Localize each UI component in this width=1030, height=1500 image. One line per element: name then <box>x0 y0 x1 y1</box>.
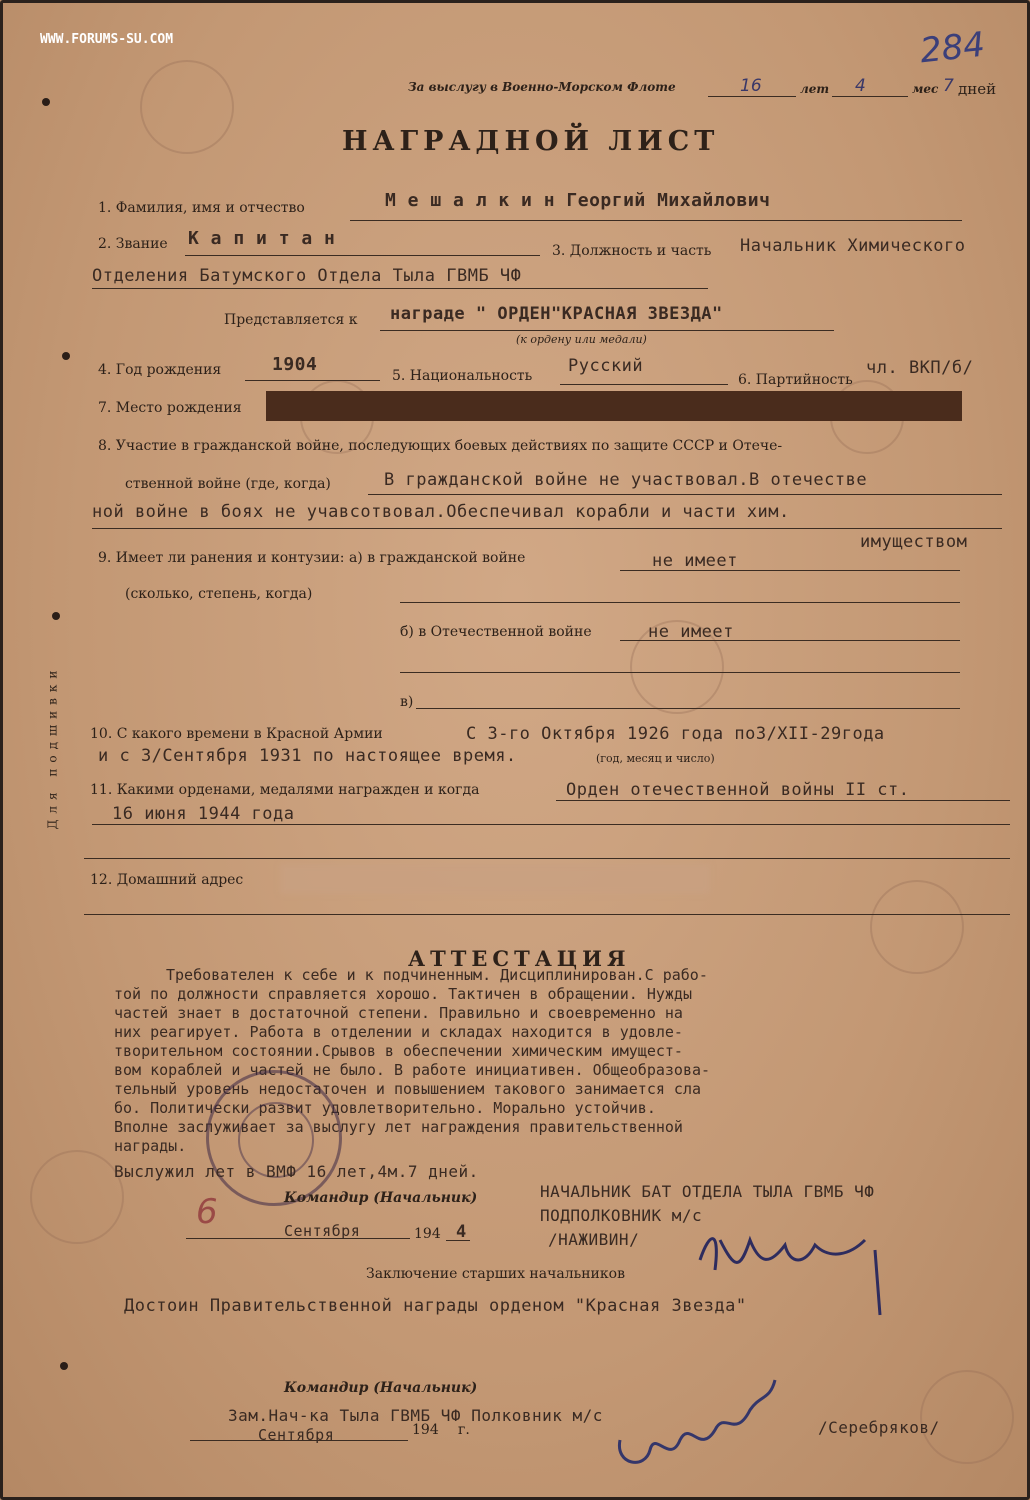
document-title: НАГРАДНОЙ ЛИСТ <box>342 126 720 157</box>
field-10-hint: (год, месяц и число) <box>596 752 715 765</box>
attestation-commander-label: Командир (Начальник) <box>284 1190 478 1206</box>
field-10-value-1: С 3-го Октября 1926 года по3/XII-29года <box>466 724 885 744</box>
field-2-label: 2. Звание <box>98 236 168 252</box>
field-12-label: 12. Домашний адрес <box>90 872 244 888</box>
attestation-line: тельный уровень недостаточен и повышением такового занимается сла <box>114 1080 701 1098</box>
award-present-value: награде " ОРДЕН"КРАСНАЯ ЗВЕЗДА" <box>390 304 723 324</box>
conclusion-signature <box>610 1370 800 1480</box>
binding-hole <box>60 1362 68 1370</box>
attestation-line: вом кораблей и частей не было. В работе инициативен. Общеобразова- <box>114 1061 711 1079</box>
service-years-unit: лет <box>800 82 830 96</box>
field-9b-label: б) в Отечественной войне <box>400 624 592 640</box>
field-9-label: 9. Имеет ли ранения и контузии: а) в гражданской войне <box>98 550 526 566</box>
attestation-date-month: Сентября <box>284 1222 361 1240</box>
archive-number: 284 <box>918 24 987 72</box>
archive-watermark-seal <box>30 1150 124 1244</box>
service-months-line <box>832 96 908 97</box>
archive-watermark-seal <box>870 880 964 974</box>
attestation-line: Требователен к себе и к подчиненным. Дисциплинирован.С рабо- <box>166 966 708 984</box>
conclusion-date-suffix: г. <box>458 1422 470 1438</box>
attestation-line: той по должности справляется хорошо. Тактичен в обращении. Нужды <box>114 985 692 1003</box>
field-5-value: Русский <box>568 356 644 376</box>
service-months-unit: мес <box>912 82 939 96</box>
conclusion-signer-line: Зам.Нач-ка Тыла ГВМБ ЧФ Полковник м/с <box>228 1406 603 1425</box>
conclusion-signer-name: /Серебряков/ <box>818 1418 940 1437</box>
field-1-label: 1. Фамилия, имя и отчество <box>98 200 305 216</box>
redacted-birthplace <box>266 391 962 421</box>
service-days-unit: дней <box>958 80 997 98</box>
field-1-line <box>350 220 962 221</box>
field-11-line-1 <box>556 800 1010 801</box>
field-9a-value: не имеет <box>652 551 738 571</box>
binding-hole <box>62 352 70 360</box>
field-11-line-2 <box>92 824 1010 825</box>
field-8-label-line-2: ственной войне (где, когда) <box>125 476 331 492</box>
site-watermark: WWW.FORUMS-SU.COM <box>40 32 174 47</box>
field-11-value-2: 16 июня 1944 года <box>112 804 295 824</box>
field-10-value-2: и с 3/Сентября 1931 по настоящее время. <box>98 746 517 766</box>
field-12-line <box>84 914 1010 915</box>
field-3-line <box>92 288 708 289</box>
service-years-line <box>708 96 796 97</box>
field-4-value: 1904 <box>272 354 318 375</box>
attestation-date-day: 6 <box>196 1192 218 1232</box>
field-3-label: 3. Должность и часть <box>552 243 712 259</box>
redacted-home-address <box>280 864 710 894</box>
field-8-value-3: имуществом <box>860 532 968 552</box>
service-days-value: 7 <box>943 76 954 96</box>
attestation-line: них реагирует. Работа в отделении и складах находится в удовле- <box>114 1023 683 1041</box>
field-10-label: 10. С какого времени в Красной Армии <box>90 726 383 742</box>
attestation-signer-name: /НАЖИВИН/ <box>548 1230 640 1249</box>
field-3-value: Начальник Химического <box>740 236 966 256</box>
conclusion-text: Достоин Правительственной награды орденом "Красная Звезда" <box>124 1296 747 1316</box>
conclusion-title: Заключение старших начальников <box>366 1266 625 1282</box>
field-6-value: чл. ВКП/б/ <box>866 358 974 378</box>
field-2-value: К а п и т а н <box>188 228 336 249</box>
field-8-value-1: В гражданской войне не участвовал.В отечестве <box>384 470 868 490</box>
attestation-service-note: Выслужил лет в ВМФ 16 лет,4м.7 дней. <box>114 1162 479 1181</box>
service-label: За выслугу в Военно-Морском Флоте <box>408 80 676 94</box>
conclusion-date-month: Сентября <box>258 1426 335 1444</box>
official-seal-stamp <box>206 1070 342 1206</box>
field-4-line <box>245 380 380 381</box>
field-11-label: 11. Какими орденами, медалями награжден и когда <box>90 782 480 798</box>
field-4-label: 4. Год рождения <box>98 362 222 378</box>
field-9c-label: в) <box>400 694 414 710</box>
archive-watermark-seal <box>920 1370 1014 1464</box>
service-months-value: 4 <box>855 76 866 96</box>
attestation-title: АТТЕСТАЦИЯ <box>408 946 631 971</box>
field-11-line-3 <box>84 858 1010 859</box>
conclusion-date-year: 194 <box>412 1422 439 1438</box>
attestation-line: частей знает в достаточной степени. Правильно и своевременно на <box>114 1004 683 1022</box>
award-line <box>380 330 834 331</box>
attestation-line: творительном состоянии.Срывов в обеспечении химическим имущест- <box>114 1042 683 1060</box>
attestation-signer-title-2: ПОДПОЛКОВНИК м/с <box>540 1206 703 1225</box>
field-9-line-extra-1 <box>400 602 960 603</box>
attestation-date-year-suffix: 4 <box>456 1222 467 1242</box>
attestation-line: бо. Политически развит удовлетворительно. Морально устойчив. <box>114 1099 656 1117</box>
margin-binding-label: Для подшивки <box>45 664 60 830</box>
field-2-line <box>185 255 540 256</box>
attestation-signer-title-1: НАЧАЛЬНИК БАТ ОТДЕЛА ТЫЛА ГВМБ ЧФ <box>540 1182 875 1201</box>
attestation-line: награды. <box>114 1137 187 1155</box>
field-5-label: 5. Национальность <box>392 368 533 384</box>
field-9b-value: не имеет <box>648 622 734 642</box>
award-present-label: Представляется к <box>224 312 358 328</box>
field-5-line <box>560 384 728 385</box>
attestation-date-year-line <box>446 1240 470 1241</box>
conclusion-commander-label: Командир (Начальник) <box>284 1380 478 1396</box>
field-9c-line <box>416 708 960 709</box>
attestation-line: Вполне заслуживает за выслугу лет награждения правительственной <box>114 1118 683 1136</box>
field-8-line-1 <box>368 494 1002 495</box>
field-6-label: 6. Партийность <box>738 372 853 388</box>
field-9-hint: (сколько, степень, когда) <box>125 586 313 602</box>
archive-watermark-seal <box>140 60 234 154</box>
field-3-value-continued: Отделения Батумского Отдела Тыла ГВМБ ЧФ <box>92 266 522 286</box>
binding-hole <box>52 612 60 620</box>
field-8-value-2: ной войне в боях не учавсотвовал.Обеспечивал корабли и части хим. <box>92 502 790 522</box>
field-9-line-extra-2 <box>400 672 960 673</box>
field-11-value-1: Орден отечественной войны II ст. <box>566 780 910 800</box>
field-7-label: 7. Место рождения <box>98 400 242 416</box>
attestation-date-year-prefix: 194 <box>414 1226 441 1242</box>
field-8-line-2 <box>92 528 1002 529</box>
service-years-value: 16 <box>740 76 762 96</box>
field-1-value: М е ш а л к и н Георгий Михайлович <box>385 190 771 211</box>
award-present-hint: (к ордену или медали) <box>516 333 647 346</box>
binding-hole <box>42 98 50 106</box>
field-8-label-line-1: 8. Участие в гражданской войне, последующих боевых действиях по защите СССР и Отече- <box>98 438 783 454</box>
